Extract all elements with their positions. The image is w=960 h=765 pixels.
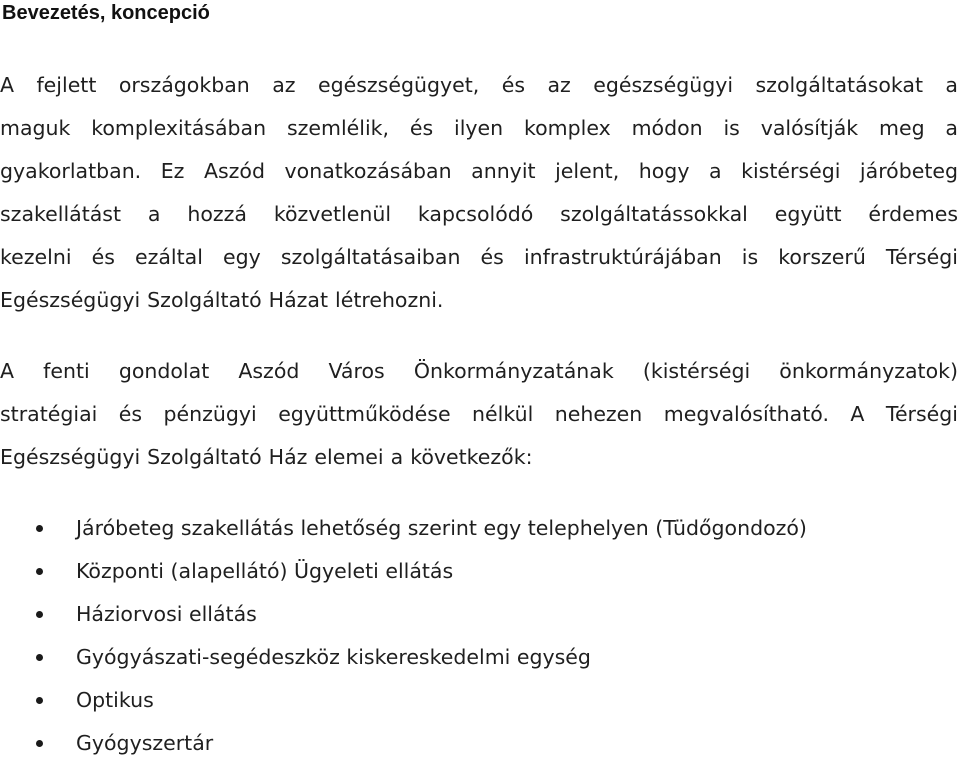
bullet-icon — [36, 568, 43, 575]
paragraph-line: szakellátást a hozzá közvetlenül kapcsolódó szolgáltatássokkal együtt érdemes — [0, 202, 958, 226]
bullet-icon — [36, 740, 43, 747]
list-item-text: Optikus — [76, 688, 154, 712]
paragraph-line: A fenti gondolat Aszód Város Önkormányzatának (kistérségi önkormányzatok) — [0, 359, 958, 383]
list-item-text: Járóbeteg szakellátás lehetőség szerint egy telephelyen (Tüdőgondozó) — [76, 516, 807, 540]
list-item-text: Gyógyszertár — [76, 731, 214, 755]
list-item-text: Központi (alapellátó) Ügyeleti ellátás — [76, 559, 454, 583]
paragraph-line: A fejlett országokban az egészségügyet, és az egészségügyi szolgáltatásokat a — [0, 73, 958, 97]
list-item — [0, 679, 807, 722]
paragraph-line: maguk komplexitásában szemlélik, és ilyen komplex módon is valósítják meg a — [0, 116, 958, 140]
paragraph-line: gyakorlatban. Ez Aszód vonatkozásában annyit jelent, hogy a kistérségi járóbeteg — [0, 159, 958, 183]
section-heading: Bevezetés, koncepció — [2, 2, 210, 24]
bullet-icon — [36, 525, 43, 532]
concept-paragraph — [0, 350, 958, 479]
list-item — [0, 722, 807, 765]
elements-list — [0, 507, 807, 765]
paragraph-line: kezelni és ezáltal egy szolgáltatásaiban és infrastruktúrájában is korszerű Térségi — [0, 245, 958, 269]
paragraph-line: Egészségügyi Szolgáltató Ház elemei a következők: — [0, 445, 533, 469]
list-item-text: Gyógyászati-segédeszköz kiskereskedelmi egység — [76, 645, 591, 669]
bullet-icon — [36, 654, 43, 661]
paragraph-line: Egészségügyi Szolgáltató Házat létrehozni. — [0, 288, 444, 312]
list-item — [0, 507, 807, 550]
list-item-text: Háziorvosi ellátás — [76, 602, 257, 626]
intro-paragraph — [0, 64, 958, 322]
list-item — [0, 550, 807, 593]
list-item — [0, 593, 807, 636]
paragraph-line: stratégiai és pénzügyi együttműködése nélkül nehezen megvalósítható. A Térségi — [0, 402, 958, 426]
list-item — [0, 636, 807, 679]
bullet-icon — [36, 697, 43, 704]
bullet-icon — [36, 611, 43, 618]
